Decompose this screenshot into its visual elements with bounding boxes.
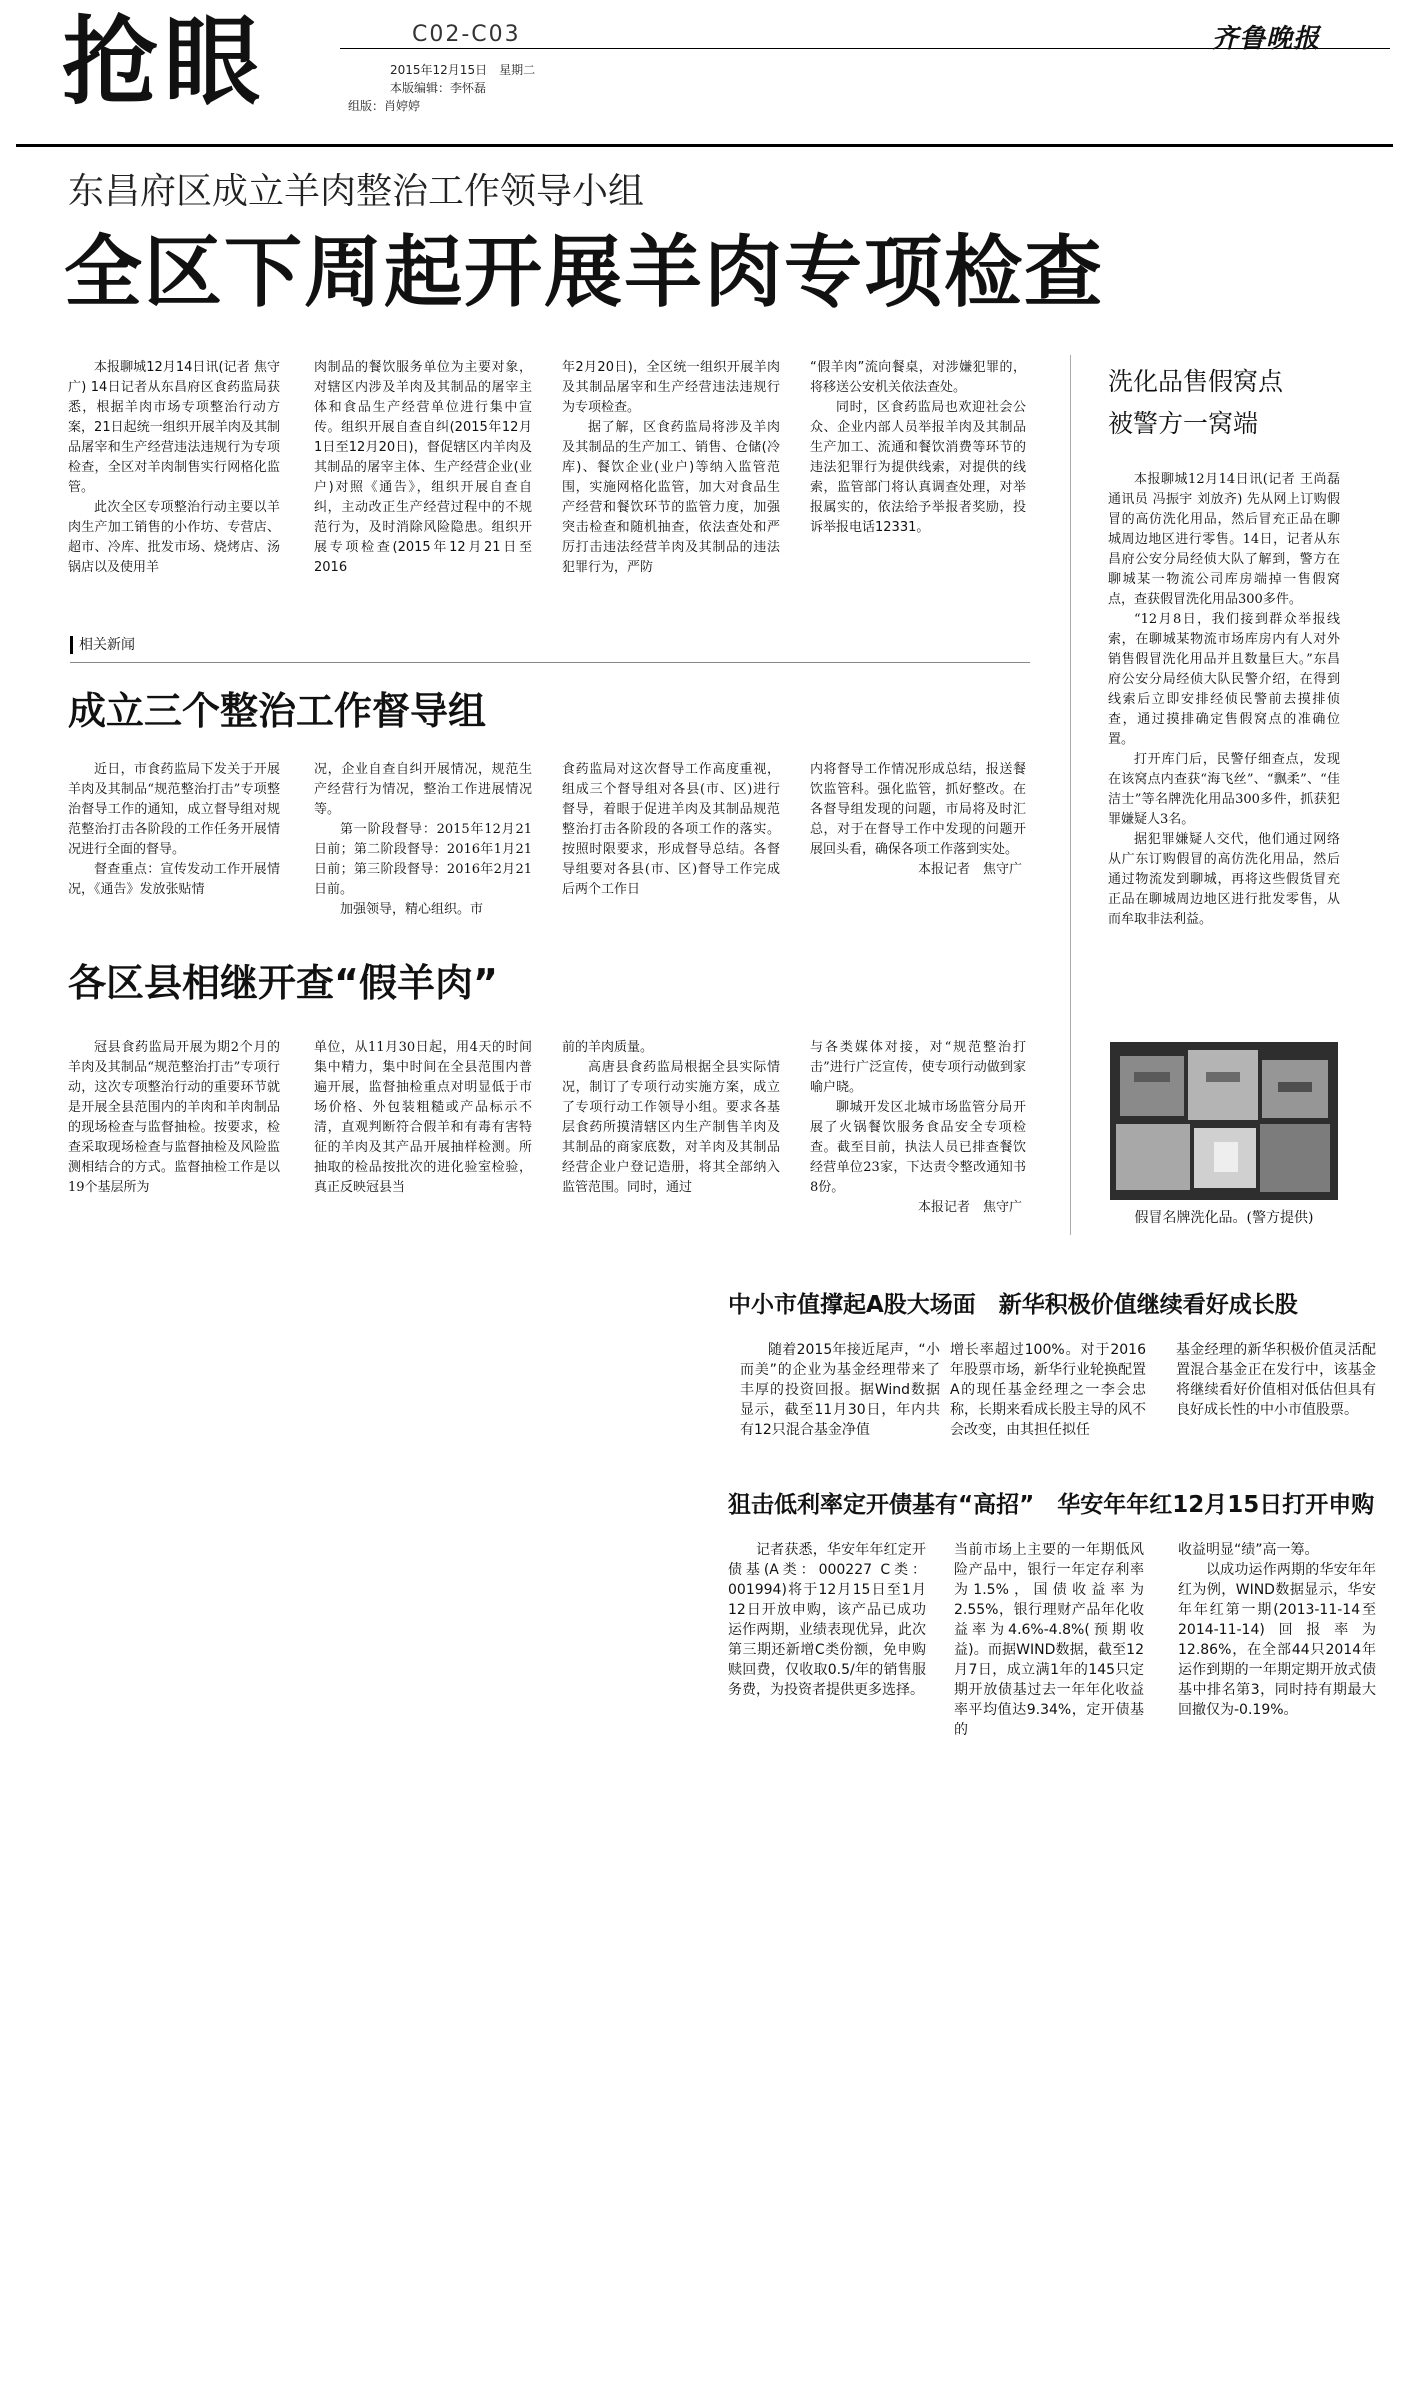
story3-column-3 xyxy=(562,1038,780,1238)
lead-col4-para-2: 同时，区食药监局也欢迎社会公众、企业内部人员举报羊肉及其制品生产加工、流通和餐饮消费等环节的违法犯罪行为提供线索，对提供的线索，监管部门将认真调查处理，对举报属实的，依法给予举报者奖励，投诉举报电话12331。 xyxy=(810,400,1026,535)
story2-col1-para-1: 近日，市食药监局下发关于开展羊肉及其制品“规范整治打击”专项整治督导工作的通知，成立督导组对规范整治打击各阶段的工作任务开展情况进行全面的督导。 xyxy=(68,762,280,857)
ad2-column-2 xyxy=(954,1540,1144,1790)
ad2-column-1 xyxy=(728,1540,926,1790)
sidebar-photo xyxy=(1110,1042,1338,1200)
sidebar-para-2: “12月8日，我们接到群众举报线索，在聊城某物流市场库房内有人对外销售假冒洗化用品并且数量巨大。”东昌府公安分局经侦大队民警介绍，在得到线索后立即安排经侦民警前去摸排侦查，通过摸排确定售假窝点的准确位置。 xyxy=(1108,612,1340,747)
issue-date: 2015年12月15日 星期二 xyxy=(390,63,536,77)
story3-title: 各区县相继开查“假羊肉” xyxy=(68,961,498,1005)
ad1-col3-para-1: 基金经理的新华积极价值灵活配置混合基金正在发行中，该基金将继续看好价值相对低估但具有良好成长性的中小市值股票。 xyxy=(1176,1342,1376,1418)
lead-column-3 xyxy=(562,358,780,608)
sidebar-title-line-2: 被警方一窝端 xyxy=(1108,409,1259,438)
sidebar-title-line-1: 洗化品售假窝点 xyxy=(1108,367,1284,396)
story3-col4-para-1: 与各类媒体对接，对“规范整治打击”进行广泛宣传，使专项行动做到家喻户晓。 xyxy=(810,1040,1026,1095)
ad1-column-1 xyxy=(740,1340,940,1470)
related-news-tag: 相关新闻 xyxy=(70,636,135,654)
lead-column-4 xyxy=(810,358,1026,608)
page-numbers: C02-C03 xyxy=(412,22,521,47)
lead-col1-para-1: 本报聊城12月14日讯(记者 焦守广) 14日记者从东昌府区食药监局获悉，根据羊肉市场专项整治行动方案，21日起统一组织开展羊肉及其制品屠宰和生产经营违法违规行为专项检查，全区对羊肉制售实行网格化监管。 xyxy=(68,360,280,495)
story3-column-1 xyxy=(68,1038,280,1238)
ad1-col1-para-1: 随着2015年接近尾声，“小而美”的企业为基金经理带来了丰厚的投资回报。据Wind数据显示，截至11月30日，年内共有12只混合基金净值 xyxy=(740,1342,940,1438)
story2-title: 成立三个整治工作督导组 xyxy=(68,689,487,733)
story3-col2-para-1: 单位，从11月30日起，用4天的时间集中精力，集中时间在全县范围内普遍开展，监督抽检重点对明显低于市场价格、外包装粗糙或产品标示不清，直观判断符合假羊和有毒有害特征的羊肉及其产品开展抽样检测。所抽取的检品按批次的进化验室检验，真正反映冠县当 xyxy=(314,1040,532,1195)
lead-col4-para-1: “假羊肉”流向餐桌，对涉嫌犯罪的，将移送公安机关依法查处。 xyxy=(810,360,1026,395)
ad1-col2-para-1: 增长率超过100%。对于2016年股票市场，新华行业轮换配置A的现任基金经理之一李会忠称，长期来看成长股主导的风不会改变，由其担任拟任 xyxy=(950,1342,1146,1438)
story2-column-3 xyxy=(562,760,780,930)
lead-column-1 xyxy=(68,358,280,608)
lead-col2-para-1: 肉制品的餐饮服务单位为主要对象，对辖区内涉及羊肉及其制品的屠宰主体和食品生产经营单位进行集中宣传。组织开展自查自纠(2015年12月1日至12月20日)，督促辖区内羊肉及其制品的屠宰主体、生产经营企业(业户)对照《通告》，组织开展自查自纠，主动改正生产经营过程中的不规范行为，及时消除风险隐患。组织开展专项检查(2015年12月21日至2016 xyxy=(314,360,532,575)
editor-credit: 本版编辑：李怀磊 xyxy=(390,81,487,95)
ad1-column-3 xyxy=(1176,1340,1376,1470)
ad1-title: 中小市值撑起A股大场面 新华积极价值继续看好成长股 xyxy=(728,1292,1298,1318)
sidebar-para-1: 本报聊城12月14日讯(记者 王尚磊 通讯员 冯振宇 刘放齐) 先从网上订购假冒的高仿洗化用品，然后冒充正品在聊城周边地区进行零售。14日，记者从东昌府公安分局经侦大队了解到，警方在聊城某一物流公司库房端掉一售假窝点，查获假冒洗化用品300多件。 xyxy=(1108,472,1340,607)
story3-byline: 本报记者 焦守广 xyxy=(917,1200,1022,1215)
section-title: 抢眼 xyxy=(62,6,266,118)
sidebar-para-3: 打开库门后，民警仔细查点，发现在该窝点内查获“海飞丝”、“飘柔”、“佳洁士”等名牌洗化用品300多件，抓获犯罪嫌疑人3名。 xyxy=(1108,752,1340,827)
lead-col3-para-2: 据了解，区食药监局将涉及羊肉及其制品的生产加工、销售、仓储(冷库)、餐饮企业(业户)等纳入监管范围，实施网格化监管，加大对食品生产经营和餐饮环节的监管力度，加强突击检查和随机抽查，依法查处和严厉打击违法经营羊肉及其制品的违法犯罪行为，严防 xyxy=(562,420,780,575)
layout-credit: 组版：肖婷婷 xyxy=(348,99,421,113)
product-boxes-photo xyxy=(1110,1042,1338,1200)
story2-byline: 本报记者 焦守广 xyxy=(917,862,1022,877)
ad2-title: 狙击低利率定开债基有“高招” 华安年年红12月15日打开申购 xyxy=(728,1492,1375,1518)
ad2-col1-para-1: 记者获悉，华安年年红定开债基(A类：000227 C类：001994)将于12月15日至1月12日开放申购，该产品已成功运作两期，业绩表现优异，此次第三期还新增C类份额，免申购赎回费，仅收取0.5/年的销售服务费，为投资者提供更多选择。 xyxy=(728,1542,926,1698)
newspaper-logo: 齐鲁晚报 xyxy=(1212,24,1321,54)
story2-col3-para-1: 食药监局对这次督导工作高度重视，组成三个督导组对各县(市、区)进行督导，着眼于促进羊肉及其制品规范整治打击各阶段的各项工作的落实。按照时限要求，形成督导总结。各督导组要对各县(市、区)督导工作完成后两个工作日 xyxy=(562,762,780,897)
ad2-column-3 xyxy=(1178,1540,1376,1790)
story3-col3-para-2: 高唐县食药监局根据全县实际情况，制订了专项行动实施方案，成立了专项行动工作领导小组。要求各基层食药所摸清辖区内生产制售羊肉及其制品的商家底数，对羊肉及其制品经营企业户登记造册，将其全部纳入监管范围。同时，通过 xyxy=(562,1060,780,1195)
ad2-col3-para-1: 收益明显“绩”高一筹。 xyxy=(1178,1542,1319,1558)
lead-col1-para-2: 此次全区专项整治行动主要以羊肉生产加工销售的小作坊、专营店、超市、冷库、批发市场、烧烤店、汤锅店以及使用羊 xyxy=(68,500,280,575)
story2-col1-para-2: 督查重点：宣传发动工作开展情况，《通告》发放张贴情 xyxy=(68,862,280,897)
story3-col3-para-1: 前的羊肉质量。 xyxy=(562,1040,654,1055)
lead-kicker: 东昌府区成立羊肉整治工作领导小组 xyxy=(68,171,645,212)
story2-column-4 xyxy=(810,760,1026,930)
lead-column-2 xyxy=(314,358,532,608)
story3-column-2 xyxy=(314,1038,532,1238)
story2-col4-para-1: 内将督导工作情况形成总结，报送餐饮监管科。强化监管，抓好整改。在各督导组发现的问题，市局将及时汇总，对于在督导工作中发现的问题开展回头看，确保各项工作落到实处。 xyxy=(810,762,1026,857)
ad1-column-2 xyxy=(950,1340,1146,1470)
story2-col2-para-3: 加强领导，精心组织。市 xyxy=(340,902,484,917)
ad2-col2-para-1: 当前市场上主要的一年期低风险产品中，银行一年定存利率为1.5%，国债收益率为2.55%，银行理财产品年化收益率为4.6%-4.8%(预期收益)。而据WIND数据，截至12月7日，成立满1年的145只定期开放债基过去一年年化收益率平均值达9.34%，定开债基的 xyxy=(954,1542,1144,1738)
story3-col1-para-1: 冠县食药监局开展为期2个月的羊肉及其制品“规范整治打击”专项行动，这次专项整治行动的重要环节就是开展全县范围内的羊肉和羊肉制品的现场检查与监督抽检。按要求，检查采取现场检查与监督抽检及风险监测相结合的方式。监督抽检工作是以19个基层所为 xyxy=(68,1040,280,1195)
ad2-col3-para-2: 以成功运作两期的华安年年红为例，WIND数据显示，华安年年红第一期(2013-11-14至2014-11-14)回报率为12.86%，在全部44只2014年运作到期的一年期定期开放式债基中排名第3，同时持有期最大回撤仅为-0.19%。 xyxy=(1178,1562,1376,1718)
story3-column-4 xyxy=(810,1038,1026,1238)
story2-col2-para-2: 第一阶段督导：2015年12月21日前；第二阶段督导：2016年1月21日前；第三阶段督导：2016年2月21日前。 xyxy=(314,822,532,897)
sidebar-para-4: 据犯罪嫌疑人交代，他们通过网络从广东订购假冒的高仿洗化用品，然后通过物流发到聊城，再将这些假货冒充正品在聊城周边地区进行批发零售，从而牟取非法利益。 xyxy=(1108,832,1340,927)
photo-caption: 假冒名牌洗化品。(警方提供) xyxy=(1134,1210,1314,1226)
story2-col2-para-1: 况，企业自查自纠开展情况，规范生产经营行为情况，整治工作进展情况等。 xyxy=(314,762,532,817)
sidebar-body xyxy=(1108,470,1340,1030)
lead-col3-para-1: 年2月20日)，全区统一组织开展羊肉及其制品屠宰和生产经营违法违规行为专项检查。 xyxy=(562,360,780,415)
story2-column-1 xyxy=(68,760,280,930)
lead-headline: 全区下周起开展羊肉专项检查 xyxy=(64,228,1105,318)
story3-col4-para-2: 聊城开发区北城市场监管分局开展了火锅餐饮服务食品安全专项检查。截至目前，执法人员已排查餐饮经营单位23家，下达责令整改通知书8份。 xyxy=(810,1100,1026,1195)
story2-column-2 xyxy=(314,760,532,930)
